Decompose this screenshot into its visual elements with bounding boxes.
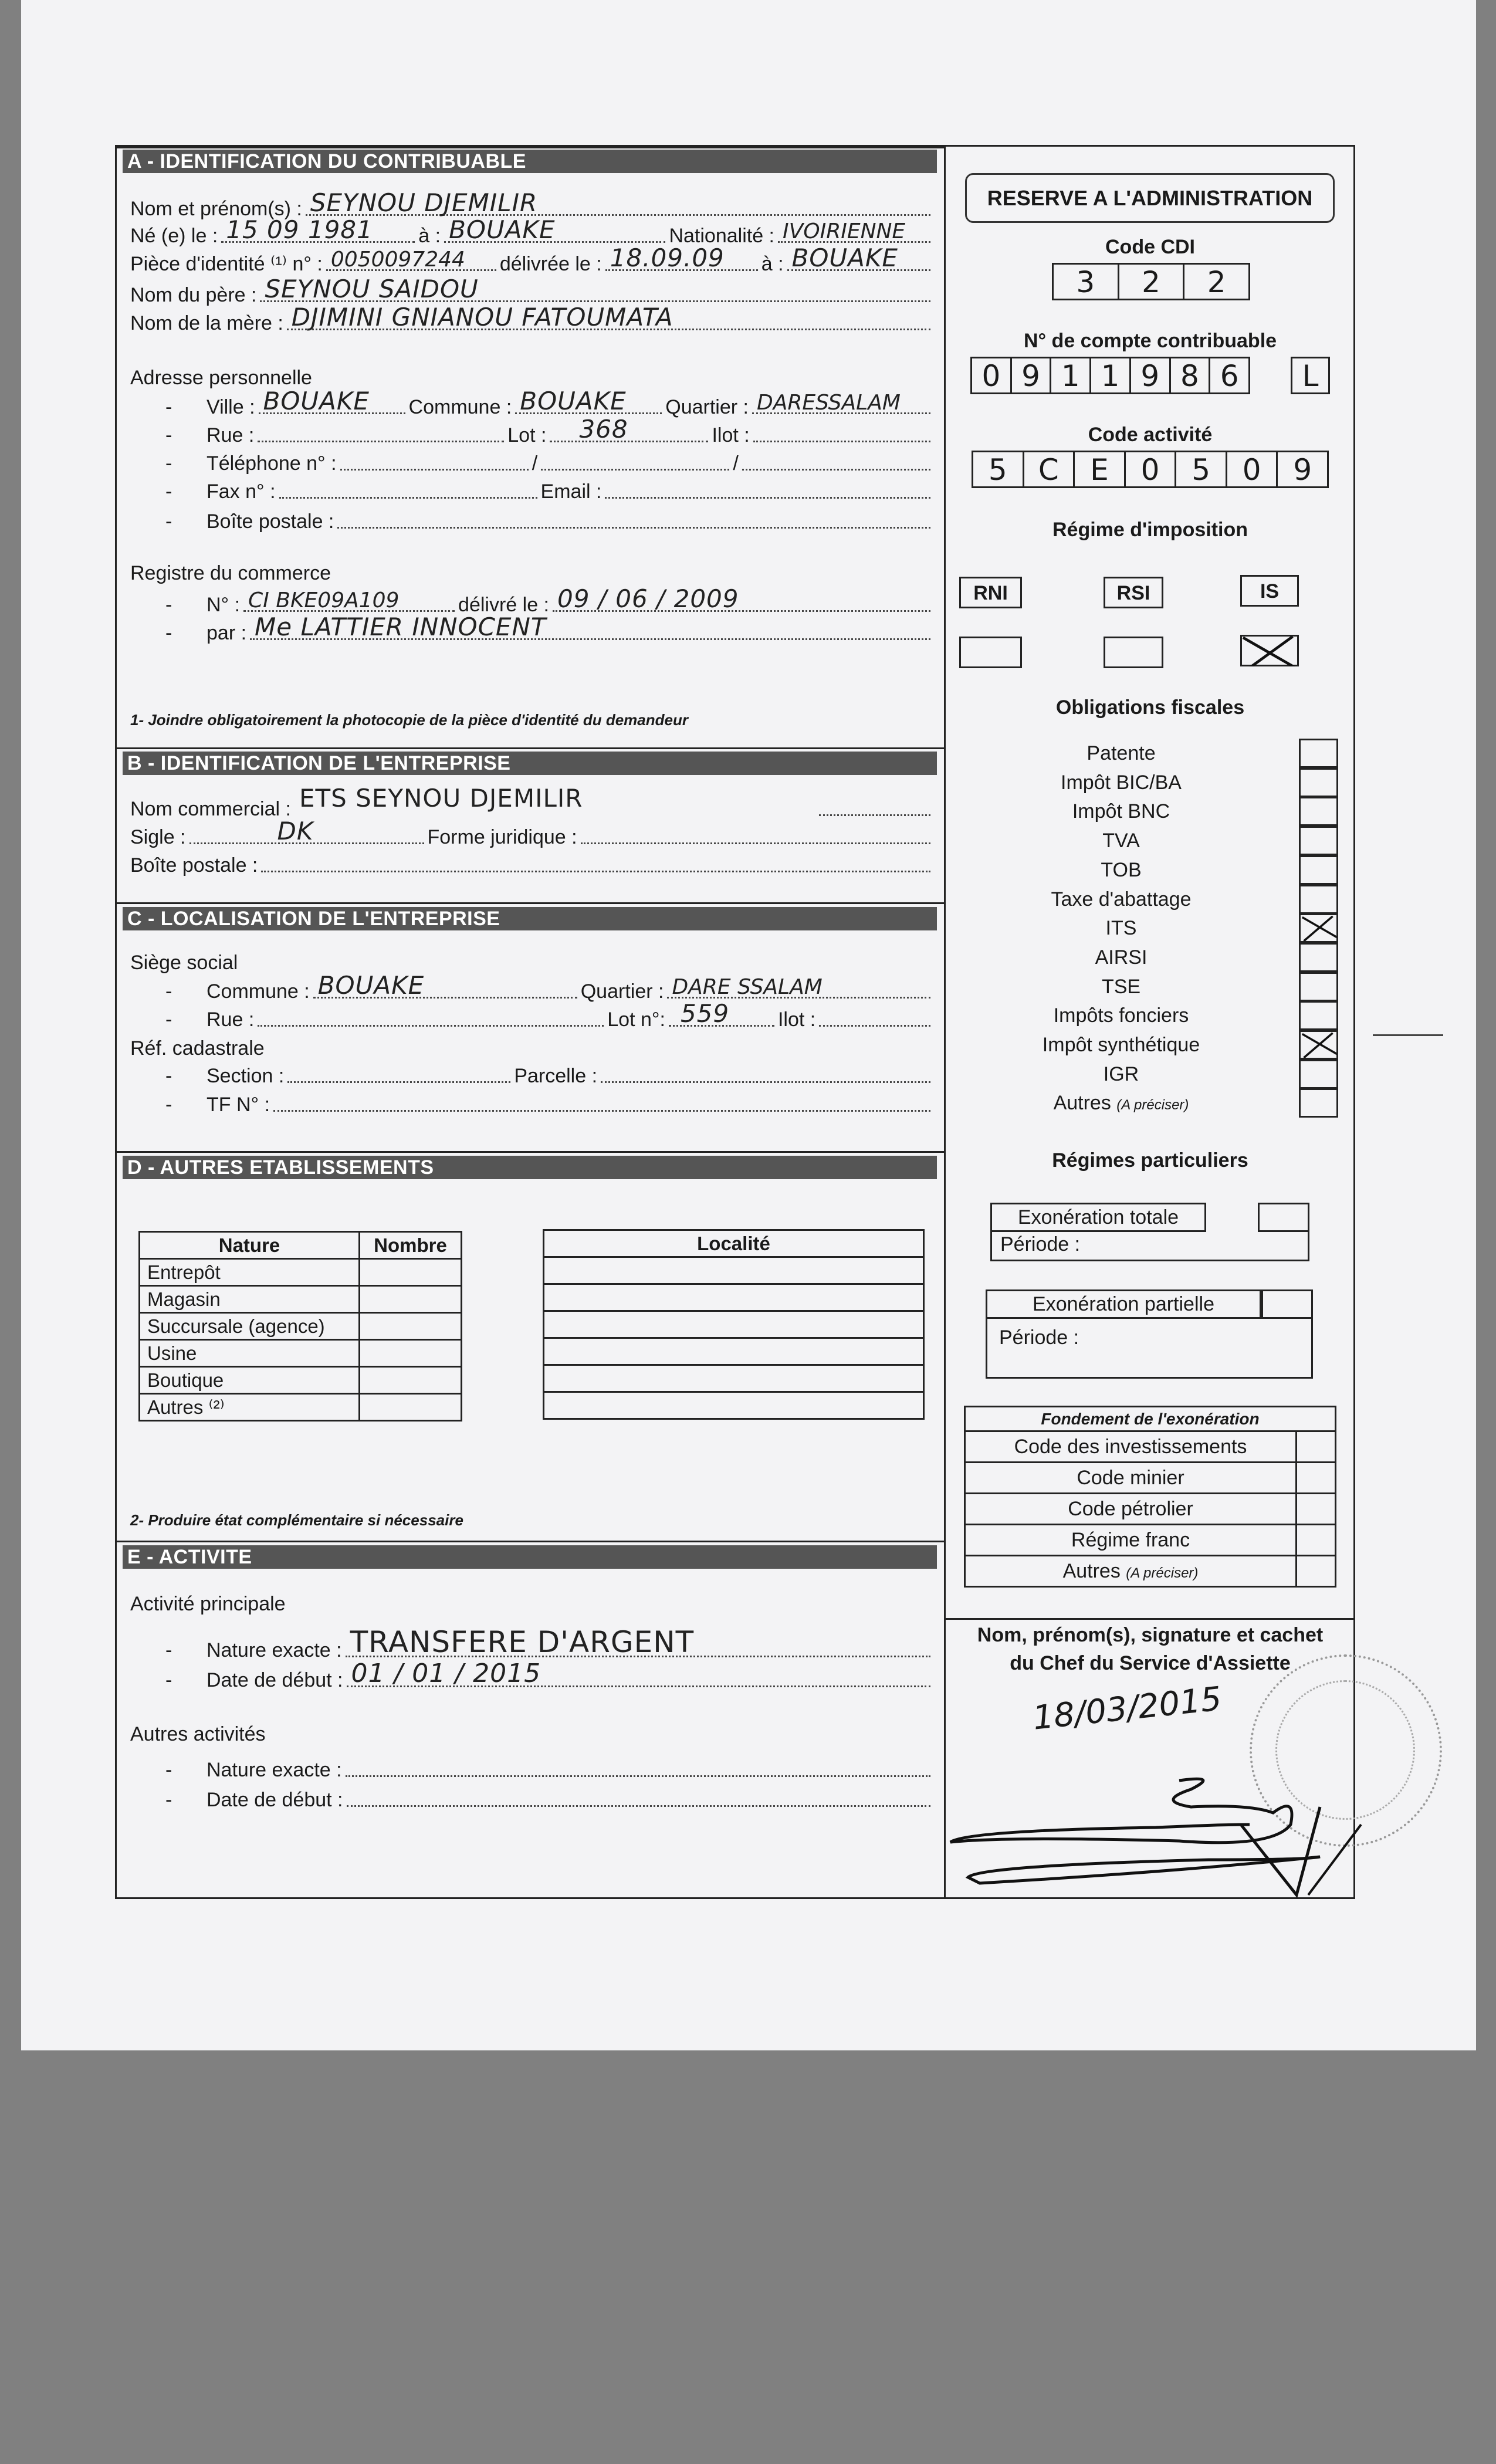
table-row (965, 1431, 1336, 1463)
exo-totale-periode-label: Période : (1000, 1233, 1081, 1255)
tf-field[interactable] (273, 1092, 930, 1112)
obligation-label: TVA (1102, 830, 1140, 852)
fax-row (165, 476, 934, 503)
table-row (140, 1340, 462, 1367)
compte-digit: 8 (1171, 358, 1211, 392)
section-label: - Section : (207, 1065, 285, 1087)
code-cdi-boxes[interactable] (1052, 263, 1250, 300)
obligation-checkbox[interactable] (1299, 768, 1338, 797)
footnote-1: 1- Joindre obligatoirement la photocopie de la pièce d'identité du demandeur (130, 711, 688, 729)
regime-rni-label: RNI (959, 577, 1022, 608)
forme-juridique-label: Forme juridique : (427, 826, 577, 848)
exo-totale-label: Exonération totale (990, 1203, 1206, 1232)
section-e-header: E - ACTIVITE (123, 1545, 937, 1569)
telephone-field-1[interactable] (340, 451, 529, 471)
nom-commercial-label: Nom commercial : (130, 798, 291, 820)
siege-lot-field[interactable] (669, 999, 774, 1028)
section-d-header: D - AUTRES ETABLISSEMENTS (123, 1156, 937, 1179)
siege-rue-field[interactable] (258, 1007, 604, 1027)
obligation-checkbox[interactable] (1299, 1060, 1338, 1089)
obligation-label: TOB (1101, 858, 1142, 881)
obligation-checkbox[interactable] (1299, 855, 1338, 885)
code-cdi-digit: 2 (1119, 265, 1185, 299)
exo-partielle-label: Exonération partielle (986, 1289, 1261, 1319)
rc-no-value: CI BKE09A109 (248, 588, 400, 612)
regime-rni-checkbox[interactable] (959, 637, 1022, 668)
localite-cell[interactable] (544, 1311, 924, 1338)
code-cdi-digit: 2 (1207, 265, 1226, 299)
table-row (140, 1259, 462, 1286)
ne-le-value: 15 09 1981 (226, 215, 373, 244)
localite-cell[interactable] (544, 1284, 924, 1311)
nature-table (138, 1231, 462, 1421)
code-activite-boxes[interactable] (972, 451, 1329, 488)
siege-lot-label: Lot n°: (607, 1008, 665, 1031)
fondement-header: Fondement de l'exonération (965, 1407, 1336, 1431)
lieu-naissance-value: BOUAKE (449, 215, 556, 244)
mere-field[interactable] (287, 303, 930, 331)
bp-label: - Boîte postale : (207, 510, 334, 533)
localite-cell[interactable] (544, 1365, 924, 1392)
rc-delivre-label: délivré le : (458, 594, 550, 616)
table-row (965, 1463, 1336, 1494)
ilot-field[interactable] (753, 423, 930, 442)
pere-value: SEYNOU SAIDOU (265, 275, 479, 303)
section-b-header: B - IDENTIFICATION DE L'ENTREPRISE (123, 752, 937, 775)
obligation-label: Impôt BNC (1072, 800, 1170, 823)
piece-row (130, 243, 934, 276)
nom-commercial-field[interactable] (295, 784, 812, 816)
rc-no-field[interactable] (243, 588, 455, 612)
fondement-table (964, 1406, 1336, 1588)
signature-label-2: du Chef du Service d'Assiette (1010, 1652, 1291, 1674)
nombre-cell[interactable] (360, 1367, 462, 1394)
table-row (544, 1338, 924, 1365)
exo-partielle-periode-label: Période : (999, 1326, 1079, 1349)
bp-entreprise-field[interactable] (261, 853, 930, 872)
section-c-header: C - LOCALISATION DE L'ENTREPRISE (123, 907, 937, 930)
obligation-label: TSE (1101, 975, 1141, 998)
parcelle-field[interactable] (601, 1064, 930, 1083)
nature-exacte-row (165, 1625, 934, 1662)
cadastre-heading: Réf. cadastrale (130, 1037, 265, 1060)
obligation-checkbox[interactable] (1299, 1088, 1338, 1118)
ville-row (165, 387, 934, 419)
obligation-label: Patente (1087, 742, 1156, 764)
pere-label: Nom du père : (130, 284, 257, 306)
obligation-checkbox[interactable] (1299, 1001, 1338, 1030)
autres-date-row (165, 1785, 934, 1812)
compte-boxes[interactable] (970, 357, 1250, 394)
regime-imposition-label: Régime d'imposition (1052, 519, 1248, 541)
siege-rue-row (165, 999, 934, 1031)
lieu-naissance-field[interactable] (444, 215, 665, 244)
signature-date: 18/03/2015 (1031, 1680, 1224, 1738)
table-row (544, 1392, 924, 1419)
nombre-cell[interactable] (360, 1394, 462, 1421)
table-row (140, 1313, 462, 1340)
table-row (965, 1494, 1336, 1525)
obligation-checkbox[interactable] (1299, 943, 1338, 972)
rc-delivre-field[interactable] (553, 584, 930, 613)
bp-row (165, 506, 934, 533)
table-row (544, 1311, 924, 1338)
divider (115, 747, 945, 749)
lot-label: Lot : (507, 424, 547, 446)
nombre-cell[interactable] (360, 1286, 462, 1313)
siege-commune-label: - Commune : (207, 980, 310, 1003)
ne-le-field[interactable] (221, 215, 415, 244)
obligation-label: Impôt synthétique (1042, 1034, 1200, 1056)
adresse-heading: Adresse personnelle (130, 367, 312, 389)
delivree-le-value: 18.09.09 (610, 243, 725, 272)
fondement-checkbox[interactable] (1297, 1431, 1336, 1463)
obligation-checkbox[interactable] (1299, 1030, 1338, 1060)
ville-field[interactable] (259, 387, 405, 415)
obligation-checkbox[interactable] (1299, 797, 1338, 826)
delivree-a-field[interactable] (787, 243, 930, 272)
fondement-checkbox[interactable] (1297, 1556, 1336, 1587)
siege-commune-row (165, 971, 934, 1003)
nationalite-label: Nationalité : (669, 225, 774, 247)
obligations-label: Obligations fiscales (1055, 696, 1245, 719)
tf-label: - TF N° : (207, 1094, 270, 1116)
delivree-le-field[interactable] (605, 243, 758, 272)
fondement-label: Code des investissements (965, 1431, 1297, 1463)
quartier-value: DARESSALAM (756, 391, 901, 415)
regime-is-label: IS (1240, 575, 1299, 607)
obligation-label: AIRSI (1095, 946, 1148, 969)
registre-heading: Registre du commerce (130, 562, 331, 584)
obligation-note: (A préciser) (1116, 1097, 1189, 1113)
nom-commercial-dots (819, 797, 930, 816)
fax-field[interactable] (279, 479, 537, 499)
code-activite-char: 0 (1227, 452, 1278, 486)
rc-delivre-value: 09 / 06 / 2009 (557, 584, 739, 613)
piece-no-value: 0050097244 (330, 248, 465, 272)
nature-cell: Magasin (140, 1286, 360, 1313)
obligation-label: Taxe d'abattage (1051, 888, 1192, 911)
code-activite-char: 5 (1176, 452, 1227, 486)
siege-rue-label: - Rue : (207, 1008, 255, 1031)
ne-label: Né (e) le : (130, 225, 218, 247)
localite-header: Localité (544, 1230, 924, 1257)
code-activite-label: Code activité (1088, 424, 1213, 446)
nom-commercial-row (130, 784, 934, 821)
section-a-header: A - IDENTIFICATION DU CONTRIBUABLE (123, 150, 937, 173)
sigle-field[interactable] (189, 817, 424, 845)
nationalite-field[interactable] (778, 219, 930, 243)
nationalite-value: IVOIRIENNE (783, 219, 906, 243)
activite-principale-heading: Activité principale (130, 1593, 286, 1615)
localite-cell[interactable] (544, 1338, 924, 1365)
table-row (140, 1394, 462, 1421)
compte-cle-box[interactable] (1291, 357, 1330, 394)
lot-field[interactable] (550, 415, 708, 444)
divider (945, 1618, 1355, 1620)
commune-value: BOUAKE (520, 387, 627, 415)
obligation-label: Impôt BIC/BA (1061, 771, 1182, 794)
fondement-checkbox[interactable] (1297, 1463, 1336, 1494)
nombre-header: Nombre (360, 1232, 462, 1259)
siege-lot-value: 559 (680, 999, 730, 1028)
code-cdi-digit: 3 (1054, 265, 1119, 299)
telephone-field-3[interactable] (742, 451, 930, 471)
bp-field[interactable] (337, 509, 930, 529)
nature-cell: Usine (140, 1340, 360, 1367)
date-debut-label: - Date de début : (207, 1669, 343, 1691)
parcelle-label: Parcelle : (514, 1065, 598, 1087)
code-activite-char: E (1075, 452, 1126, 486)
date-debut-row (165, 1659, 934, 1692)
divider (115, 902, 945, 904)
ville-label: - Ville : (207, 396, 255, 418)
fondement-label: Code minier (965, 1463, 1297, 1494)
siege-heading: Siège social (130, 952, 238, 974)
commune-field[interactable] (515, 387, 662, 415)
delivree-a-label: à : (761, 253, 784, 275)
nature-exacte-label: - Nature exacte : (207, 1639, 342, 1661)
tf-row (165, 1089, 934, 1116)
fondement-label: Autres (A préciser) (965, 1556, 1297, 1587)
siege-commune-field[interactable] (313, 971, 577, 1000)
nom-label: Nom et prénom(s) : (130, 198, 302, 220)
localite-cell[interactable] (544, 1392, 924, 1419)
bp-entreprise-label: Boîte postale : (130, 854, 258, 876)
exo-partielle-checkbox[interactable] (1261, 1289, 1313, 1319)
table-row (140, 1286, 462, 1313)
nom-field[interactable] (306, 188, 930, 217)
regime-rsi-checkbox[interactable] (1104, 637, 1163, 668)
obligation-checkbox[interactable] (1299, 739, 1338, 768)
code-activite-char: 0 (1126, 452, 1177, 486)
compte-digit: 6 (1220, 359, 1239, 393)
email-field[interactable] (605, 479, 930, 499)
lot-value: 368 (579, 415, 628, 444)
ville-value: BOUAKE (263, 387, 370, 415)
telephone-row: - Téléphone n° : / / (165, 448, 934, 475)
code-activite-char: C (1024, 452, 1075, 486)
rue-field[interactable] (258, 423, 504, 442)
nature-cell: Boutique (140, 1367, 360, 1394)
localite-cell[interactable] (544, 1257, 924, 1284)
quartier-field[interactable] (752, 391, 930, 415)
date-debut-field[interactable] (347, 1659, 930, 1688)
mere-row (130, 303, 934, 335)
quartier-label: Quartier : (665, 396, 749, 418)
regime-rsi-label: RSI (1104, 577, 1163, 608)
obligation-label: ITS (1105, 917, 1137, 940)
rc-par-value: Me LATTIER INNOCENT (255, 612, 547, 641)
code-activite-char: 9 (1293, 453, 1312, 487)
telephone-field-2[interactable] (541, 451, 729, 471)
table-row (544, 1365, 924, 1392)
nature-header: Nature (140, 1232, 360, 1259)
obligation-label: Impôts fonciers (1053, 1004, 1189, 1027)
checked-x-icon (1301, 1032, 1336, 1058)
footnote-2: 2- Produire état complémentaire si nécessaire (130, 1511, 463, 1529)
table-row (544, 1257, 924, 1284)
delivree-label: délivrée le : (499, 253, 602, 275)
date-debut-value: 01 / 01 / 2015 (351, 1659, 541, 1688)
autres-nature-field[interactable] (346, 1758, 930, 1777)
nombre-cell[interactable] (360, 1340, 462, 1367)
obligation-checkbox[interactable] (1299, 913, 1338, 943)
nom-value: SEYNOU DJEMILIR (310, 188, 538, 217)
regimes-particuliers-label: Régimes particuliers (1052, 1149, 1248, 1172)
autres-nature-label: - Nature exacte : (207, 1759, 342, 1781)
rue-row (165, 415, 934, 447)
autres-date-label: - Date de début : (207, 1789, 343, 1811)
rc-par-label: - par : (207, 622, 247, 644)
sigle-row (130, 817, 934, 849)
nature-cell: Autres ⁽²⁾ (140, 1394, 360, 1421)
siege-ilot-label: Ilot : (777, 1008, 816, 1031)
siege-quartier-label: Quartier : (580, 980, 664, 1003)
section-field[interactable] (287, 1064, 510, 1083)
obligation-label: Autres (A préciser) (1053, 1092, 1189, 1115)
rc-no-label: - N° : (207, 594, 241, 616)
piece-no-field[interactable] (326, 248, 496, 272)
fondement-label: Régime franc (965, 1525, 1297, 1556)
compte-label: N° de compte contribuable (1023, 330, 1277, 352)
nature-cell: Succursale (agence) (140, 1313, 360, 1340)
nature-exacte-field[interactable] (346, 1625, 930, 1659)
pere-field[interactable] (260, 275, 930, 303)
siege-quartier-field[interactable] (667, 975, 930, 999)
fax-label: - Fax n° : (207, 480, 276, 503)
obligation-checkbox[interactable] (1299, 885, 1338, 914)
checked-x-icon (1242, 637, 1297, 666)
table-row (965, 1525, 1336, 1556)
compte-cle-value: L (1302, 359, 1319, 393)
autres-date-field[interactable] (347, 1788, 930, 1807)
regime-is-checkbox[interactable] (1240, 635, 1299, 666)
bp-entreprise-row (130, 850, 934, 877)
compte-digit: 9 (1012, 358, 1052, 392)
fondement-checkbox[interactable] (1297, 1494, 1336, 1525)
signature-label-1: Nom, prénom(s), signature et cachet (977, 1624, 1324, 1646)
obligation-label: IGR (1103, 1062, 1139, 1085)
forme-juridique-field[interactable] (581, 825, 930, 844)
divider (115, 147, 945, 148)
autres-activites-heading: Autres activités (130, 1723, 266, 1745)
siege-quartier-value: DARE SSALAM (672, 975, 823, 999)
compte-digit: 1 (1091, 358, 1131, 392)
rue-label: - Rue : (207, 424, 255, 446)
stray-mark (1373, 1034, 1443, 1036)
rc-par-row (165, 612, 934, 645)
mere-label: Nom de la mère : (130, 312, 283, 334)
email-label: Email : (540, 480, 602, 503)
nombre-cell[interactable] (360, 1259, 462, 1286)
section-parcelle-row (165, 1061, 934, 1088)
ilot-label: Ilot : (712, 424, 750, 446)
piece-label: Pièce d'identité ⁽¹⁾ n° : (130, 253, 323, 275)
delivree-a-value: BOUAKE (791, 243, 898, 272)
table-row (544, 1284, 924, 1311)
exo-totale-checkbox[interactable] (1258, 1203, 1309, 1232)
divider (115, 1151, 945, 1153)
table-row (140, 1367, 462, 1394)
nature-exacte-value: TRANSFERE D'ARGENT (350, 1625, 695, 1659)
table-row (965, 1556, 1336, 1587)
sigle-label: Sigle : (130, 826, 186, 848)
nombre-cell[interactable] (360, 1313, 462, 1340)
fondement-note: (A préciser) (1126, 1565, 1199, 1581)
siege-ilot-field[interactable] (819, 1007, 930, 1027)
reserve-administration-title: RESERVE A L'ADMINISTRATION (965, 173, 1335, 223)
obligation-checkbox[interactable] (1299, 972, 1338, 1001)
checked-x-icon (1301, 915, 1336, 941)
fondement-checkbox[interactable] (1297, 1525, 1336, 1556)
mere-value: DJIMINI GNIANOU FATOUMATA (291, 303, 673, 331)
autres-nature-row (165, 1755, 934, 1782)
sigle-value: DK (277, 817, 314, 845)
compte-digit: 9 (1131, 358, 1171, 392)
code-activite-char: 5 (973, 452, 1024, 486)
localite-table (543, 1229, 925, 1420)
code-cdi-label: Code CDI (1105, 236, 1195, 258)
rc-par-field[interactable] (250, 612, 930, 641)
fondement-label: Code pétrolier (965, 1494, 1297, 1525)
signature (945, 1772, 1367, 1907)
siege-commune-value: BOUAKE (317, 971, 425, 1000)
commune-label: Commune : (408, 396, 512, 418)
compte-digit: 0 (972, 358, 1012, 392)
telephone-label: - Téléphone n° : (207, 452, 337, 475)
nature-cell: Entrepôt (140, 1259, 360, 1286)
compte-digit: 1 (1051, 358, 1091, 392)
a-label: à : (418, 225, 441, 247)
nom-commercial-value: ETS SEYNOU DJEMILIR (299, 784, 583, 813)
obligation-checkbox[interactable] (1299, 826, 1338, 855)
divider (115, 1541, 945, 1542)
